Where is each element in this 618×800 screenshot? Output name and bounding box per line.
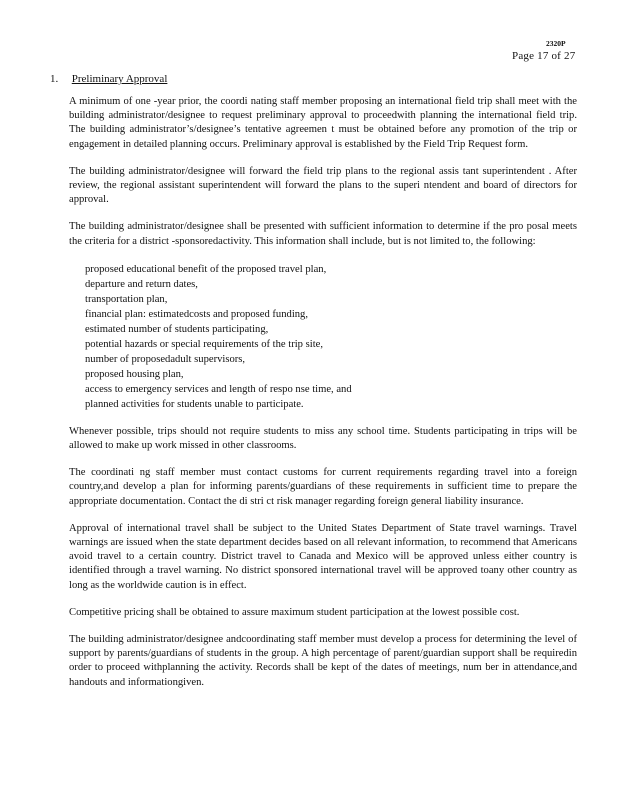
paragraph-customs: The coordinati ng staff member must contact customs for current requirements regarding travel into a foreign country,and develop a plan for informing parents/guardians of these requirements in sufficient time to prepare the appropriate documentation. Contact the di stri ct risk manager regarding foreign general liability insurance. xyxy=(69,467,577,507)
paragraph-school-time: Whenever possible, trips should not require students to miss any school time. Students participating in trips will be allowed to make up work missed in other classrooms. xyxy=(69,425,577,452)
bullet-icon xyxy=(69,382,77,397)
list-item xyxy=(69,322,577,337)
paragraph-parent-support: The building administrator/designee andcoordinating staff member must develop a process for determining the level of support by parents/guardians of students in the group. A high percentage of parent/guardian support shall be requiredin order to proceed withplanning the activity. Records shall be kept of the dates of meetings, num ber in attendance,and handouts and informationgiven. xyxy=(69,634,577,688)
list-item-text: access to emergency services and length of respo nse time, and xyxy=(85,383,352,395)
criteria-list xyxy=(69,262,577,412)
list-item xyxy=(69,382,577,397)
list-item-text: planned activities for students unable to participate. xyxy=(85,398,304,410)
list-item xyxy=(69,397,577,412)
paragraph-competitive-pricing: Competitive pricing shall be obtained to assure maximum student participation at the lowest possible cost. xyxy=(69,606,520,618)
section-heading xyxy=(50,73,167,85)
page-number: Page 17 of 27 xyxy=(512,50,576,62)
bullet-icon xyxy=(69,337,77,352)
paragraph-forward-plans: The building administrator/designee will forward the field trip plans to the regional assis tant superintendent . After review, the regional assistant superintendent will forward the plans to the superi ntendent and board of directors for approval. xyxy=(69,165,577,206)
bullet-icon xyxy=(69,292,77,307)
list-item xyxy=(69,277,577,292)
list-item xyxy=(69,262,577,277)
section-number: 1. xyxy=(50,73,59,85)
list-item-text: proposed educational benefit of the proposed travel plan, xyxy=(85,263,327,275)
section-body xyxy=(69,95,577,703)
list-item-text: proposed housing plan, xyxy=(85,368,184,380)
bullet-icon xyxy=(69,352,77,367)
bullet-icon xyxy=(69,307,77,322)
list-item-text: number of proposedadult supervisors, xyxy=(85,353,246,365)
bullet-icon xyxy=(69,262,77,277)
list-item-text: transportation plan, xyxy=(85,293,168,305)
list-item xyxy=(69,367,577,382)
bullet-icon xyxy=(69,397,77,412)
list-item-text: estimated number of students participating, xyxy=(85,323,269,335)
list-item-text: potential hazards or special requirements of the trip site, xyxy=(85,338,323,350)
list-item-text: departure and return dates, xyxy=(85,278,198,290)
list-item-text: financial plan: estimatedcosts and proposed funding, xyxy=(85,308,309,320)
bullet-icon xyxy=(69,277,77,292)
list-item xyxy=(69,352,577,367)
document-code: 2320P xyxy=(546,39,566,48)
list-item xyxy=(69,292,577,307)
paragraph-criteria-intro: The building administrator/designee shall be presented with sufficient information to determine if the pro posal meets the criteria for a district -sponsoredactivity. This information shall include, but is not limited to, the following: xyxy=(69,221,577,247)
bullet-icon xyxy=(69,322,77,337)
section-title: Preliminary Approval xyxy=(71,73,168,85)
list-item xyxy=(69,307,577,322)
paragraph-travel-warnings: Approval of international travel shall be subject to the United States Department of State travel warnings. Travel warnings are issued when the state department decides based on all relevant information, to recommend that Americans avoid travel to a certain country. District travel to Canada and Mexico will be approved unless either country is identified through a travel warning. No district sponsored international travel will be approved toany other country as long as the worldwide caution is in effect. xyxy=(69,522,577,591)
paragraph-minimum-one-year: A minimum of one -year prior, the coordi nating staff member proposing an international field trip shall meet with the building administrator/designee to request preliminary approval to proceedwith planning the international field trip. The building administrator’s/designee’s tentative agreemen t must be obtained before any promotion of the trip or engagement in detailed planning occurs. Preliminary approval is established by the Field Trip Request form. xyxy=(69,96,577,150)
list-item xyxy=(69,337,577,352)
bullet-icon xyxy=(69,367,77,382)
